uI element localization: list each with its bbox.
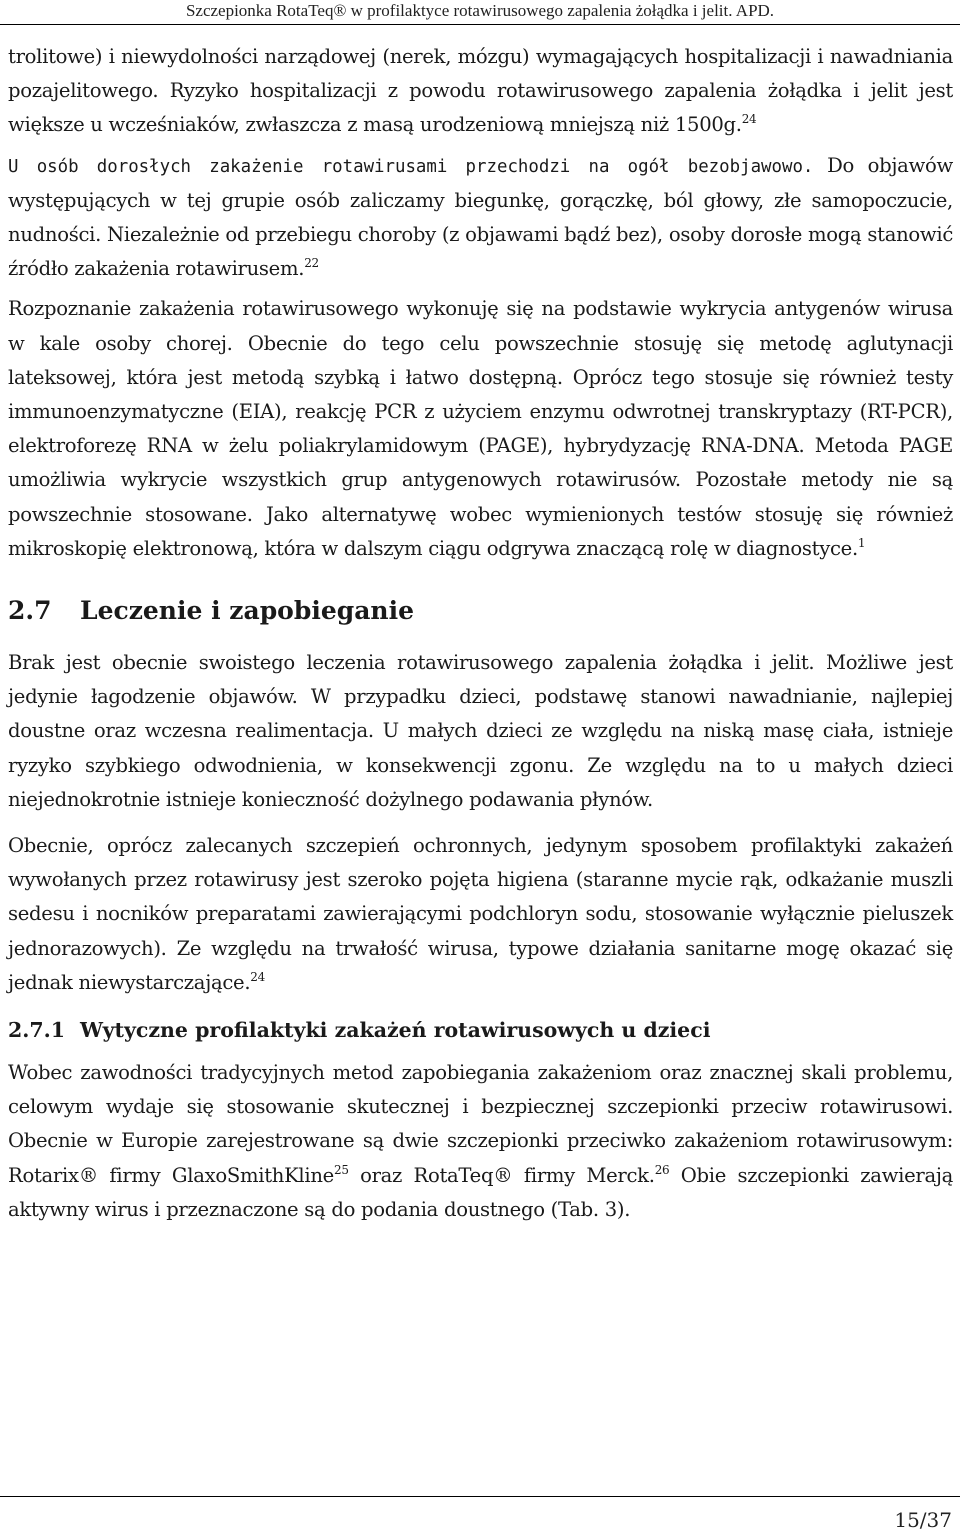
page-number: 15/37 [894,1508,952,1532]
paragraph-text: Rozpoznanie zakażenia rotawirusowego wykonuję się na podstawie wykrycia antygenów wirusa w kale osoby chorej. Obecnie do tego celu powszechnie stosuję się metodę aglutynacji lateksowej, która jest metodą szybką i łatwo dostępną. Oprócz tego stosuje się również testy immunoenzymatyczne (EIA), reakcję PCR z użyciem enzymu odwrotnej transkryptazy (RT-PCR), elektroforezę RNA w żelu poliakrylamidowym (PAGE), hybrydyzację RNA-DNA. Metoda PAGE umożliwia wykrycie wszystkich grup antygenowych rotawirusów. Pozostałe metody nie są powszechnie stosowane. Jako alternatywę wobec wymienionych testów stosuję się również mikroskopię elektronową, która w dalszym ciągu odgrywa znaczącą rolę w diagnostyce. [8,297,953,560]
subsection-heading [8,1014,953,1046]
section-heading [8,594,953,628]
paragraph-diagnosis [8,292,953,566]
footnote-ref[interactable]: 25 [333,1162,349,1177]
paragraph-text: Wobec zawodności tradycyjnych metod zapobiegania zakażeniom oraz znacznej skali problemu, celowym wydaje się stosowanie skutecznej i bezpiecznej szczepionki przeciw rotawirusowi. Obecnie w Europie zarejestrowane są dwie szczepionki przeciwko zakażeniom rotawirusowym: Rotarix® firmy GlaxoSmithKline [8,1061,953,1187]
paragraph-text: Obie szczepionki zawierają aktywny wirus i przeznaczone są do podania doustnego (Tab. 3). [8,1163,954,1221]
footer-divider [0,1496,960,1497]
footnote-ref[interactable]: 24 [741,112,757,127]
paragraph-lead-text: U osób dorosłych zakażenie rotawirusami przechodzi na ogół bezobjawowo. [8,156,814,177]
footnote-ref[interactable]: 24 [250,969,265,984]
footnote-ref[interactable]: 1 [857,535,866,550]
paragraph-text: trolitowe) i niewydolności narządowej (nerek, mózgu) wymagających hospitalizacji i nawadniania pozajelitowego. Ryzyko hospitalizacji z powodu rotawirusowego zapalenia żołądka i jelit jest większe u wcześniaków, zwłaszcza z masą urodzeniową mniejszą niż 1500g. [8,45,953,137]
section-number: 2.7 [8,596,52,626]
subsection-number: 2.7.1 [8,1018,66,1043]
paragraph-text: Obecnie, oprócz zalecanych szczepień ochronnych, jedynym sposobem profilaktyki zakażeń wywołanych przez rotawirusy jest szeroko pojęta higiena (staranne mycie rąk, odkażanie muszli sedesu i nocników preparatami zawierającymi podchloryn sodu, stosowanie wyłącznie pieluszek jednorazowych). Ze względu na trwałość wirusa, typowe działania sanitarne mogę okazać się jednak niewystarczające. [8,834,953,994]
footnote-ref[interactable]: 22 [304,256,319,271]
footnote-ref[interactable]: 26 [654,1162,670,1177]
paragraph-adults [8,149,953,287]
running-header: Szczepionka RotaTeq® w profilaktyce rotawirusowego zapalenia żołądka i jelit. APD. [0,0,960,25]
paragraph-text: Do objawów występujących w tej grupie osób zaliczamy biegunkę, gorączkę, ból głowy, złe samopoczucie, nudności. Niezależnie od przebiegu choroby (z objawami bądź bez), osoby dorosłe mogą stanowić źródło zakażenia rotawirusem. [8,153,953,281]
paragraph-prevention [8,829,953,1000]
paragraph-vaccines [8,1056,953,1227]
paragraph-treatment [8,646,953,817]
section-title: Leczenie i zapobieganie [80,596,414,626]
paragraph-text: oraz RotaTeq® firmy Merck. [348,1163,655,1187]
subsection-title: Wytyczne profilaktyki zakażeń rotawirusowych u dzieci [80,1018,711,1043]
paragraph-complications [8,40,953,143]
paragraph-text: Brak jest obecnie swoistego leczenia rotawirusowego zapalenia żołądka i jelit. Możliwe jest jedynie łagodzenie objawów. W przypadku dzieci, podstawę stanowi nawadnianie, najlepiej doustne oraz wczesna realimentacja. U małych dzieci ze względu na niską masę ciała, istnieje ryzyko szybkiego odwodnienia, w konsekwencji zgonu. Ze względu na to u małych dzieci niejednokrotnie istnieje konieczność dożylnego podawania płynów. [8,651,953,811]
page-content [8,40,953,1227]
